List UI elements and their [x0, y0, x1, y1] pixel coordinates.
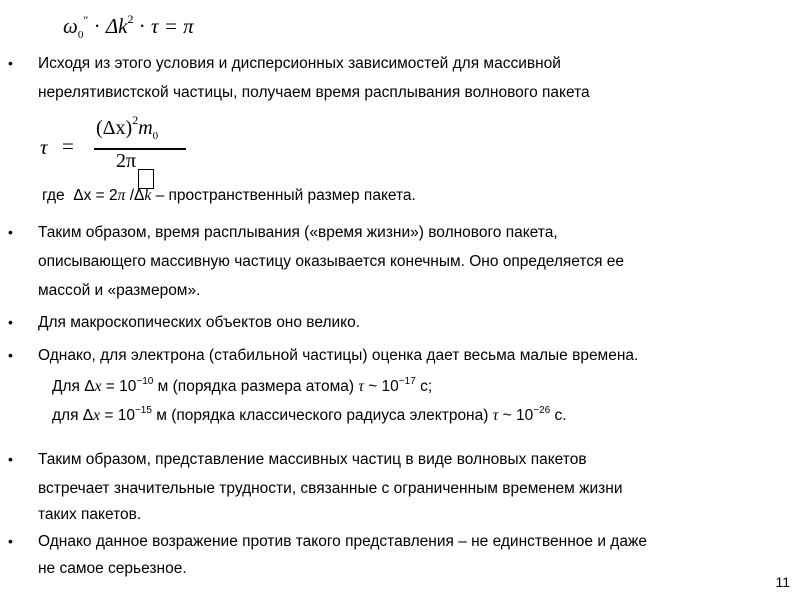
text-fragment: = 10 — [101, 378, 137, 395]
spreading-time-formula — [38, 113, 178, 177]
omega-superscript: ″ — [83, 13, 89, 27]
bullet-dot: • — [8, 224, 13, 240]
equals-sign: = — [62, 134, 74, 158]
electron-radius-estimate — [52, 406, 567, 426]
paragraph-line: массой и «размером». — [38, 282, 201, 299]
atom-size-estimate — [52, 377, 432, 397]
paragraph-line: описывающего массивную частицу оказывается конечным. Оно определяется ее — [38, 253, 625, 270]
x-symbol: x — [93, 407, 101, 424]
k-symbol: k — [144, 187, 152, 204]
exponent: −17 — [398, 376, 416, 387]
bullet-dot: • — [8, 451, 13, 467]
mass-symbol: m — [138, 117, 153, 139]
where-line — [42, 186, 416, 206]
paragraph-line: встречает значительные трудности, связанные с ограниченным временем жизни — [38, 480, 623, 497]
where-description: – пространственный размер пакета. — [151, 187, 416, 204]
bullet-dot: • — [8, 55, 13, 71]
paragraph-line: Таким образом, представление массивных частиц в виде волновых пакетов — [38, 451, 587, 468]
text-fragment: с; — [415, 378, 433, 395]
fraction-denominator — [116, 150, 154, 189]
mass-subscript: 0 — [152, 130, 159, 142]
paragraph-line: Для макроскопических объектов оно велико. — [38, 314, 361, 331]
slide-number: 11 — [775, 574, 790, 590]
fraction-numerator — [96, 113, 159, 142]
dot-operator: · — [93, 14, 101, 38]
paragraph-line: Исходя из этого условия и дисперсионных зависимостей для массивной — [38, 55, 561, 72]
exponent: −10 — [136, 376, 154, 387]
text-fragment: для Δ — [52, 407, 94, 424]
bullet-dot: • — [8, 347, 13, 363]
where-prefix: где — [42, 187, 65, 204]
text-fragment: Для Δ — [52, 378, 95, 395]
text-fragment: м (порядка классического радиуса электрона) — [151, 407, 493, 424]
paragraph-line: Однако данное возражение против такого представления – не единственное и даже — [38, 533, 647, 550]
pi-symbol: π — [117, 187, 126, 204]
delta-k: Δk — [105, 14, 128, 38]
text-fragment: с. — [550, 407, 567, 424]
k-exponent: 2 — [127, 12, 134, 26]
text-fragment: м (порядка размера атома) — [153, 378, 359, 395]
dot-operator-2: · — [138, 14, 146, 38]
slash-delta: /Δ — [125, 187, 145, 204]
two-pi: 2π — [116, 150, 137, 172]
delta-x-group: (Δx) — [96, 117, 133, 139]
numerator-exponent: 2 — [132, 113, 139, 127]
exponent: −15 — [134, 405, 152, 416]
formula-rhs: τ = π — [150, 14, 194, 38]
paragraph-line: нерелятивистской частицы, получаем время расплывания волнового пакета — [38, 84, 590, 101]
tau-symbol: τ — [40, 135, 48, 159]
dispersion-condition-formula — [63, 14, 194, 41]
bullet-dot: • — [8, 314, 13, 330]
paragraph-line: таких пакетов. — [38, 506, 142, 523]
paragraph-line: Таким образом, время расплывания («время жизни») волнового пакета, — [38, 224, 558, 241]
omega-symbol: ω — [63, 14, 78, 38]
text-fragment: ~ 10 — [363, 378, 399, 395]
paragraph-line: не самое серьезное. — [38, 560, 187, 577]
exponent: −26 — [533, 405, 551, 416]
paragraph-line: Однако, для электрона (стабильной частицы) оценка дает весьма малые времена. — [38, 347, 639, 364]
delta-x-text: Δx — [73, 187, 92, 204]
omega-subscript: 0 — [77, 29, 84, 42]
equals-2: = 2 — [91, 187, 118, 204]
tau-symbol: τ — [358, 378, 364, 395]
bullet-dot: • — [8, 533, 13, 549]
text-fragment: = 10 — [100, 407, 135, 424]
tau-symbol: τ — [492, 407, 499, 424]
x-symbol: x — [94, 378, 102, 395]
text-fragment: ~ 10 — [498, 407, 534, 424]
